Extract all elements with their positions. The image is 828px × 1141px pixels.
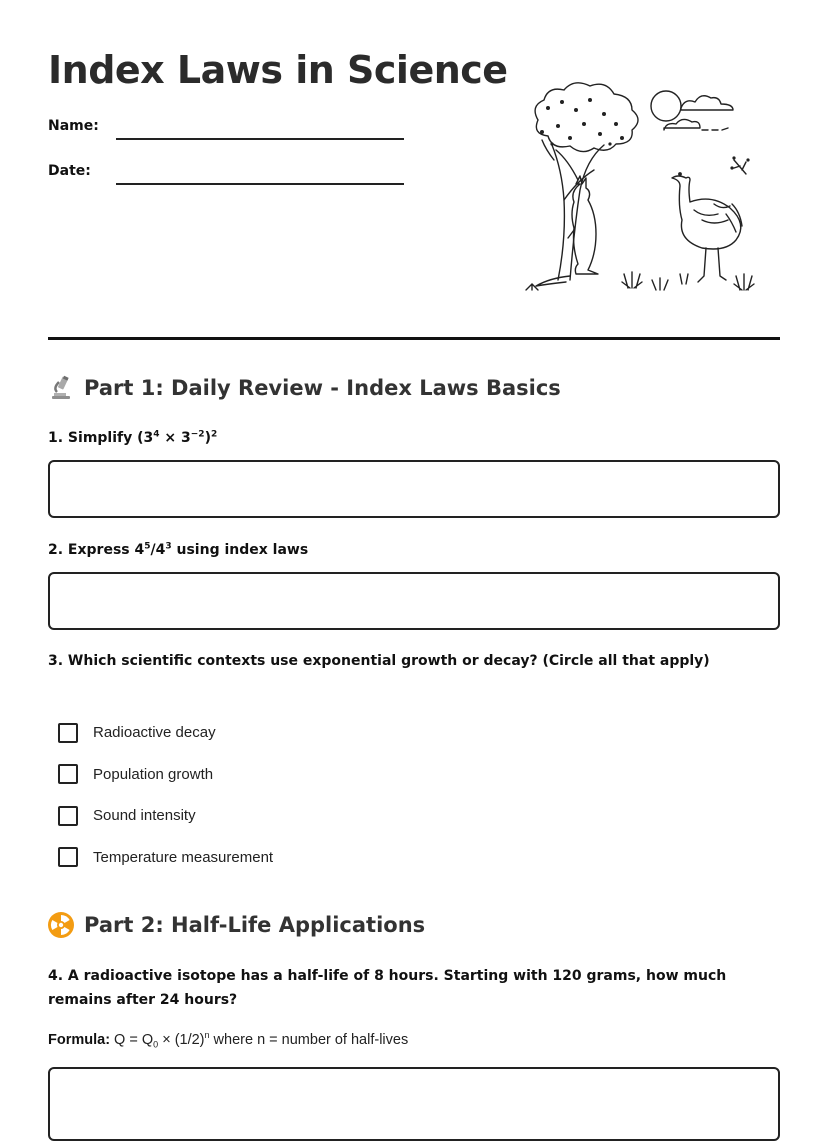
answer-box-4[interactable] bbox=[48, 1067, 780, 1141]
date-field[interactable] bbox=[116, 183, 404, 185]
date-label: Date: bbox=[48, 163, 91, 179]
question-1: 1. Simplify $(3^4 \times 3^{-2})^2$ bbox=[48, 429, 218, 446]
page-title: Index Laws in Science bbox=[48, 48, 508, 92]
part1-heading bbox=[48, 375, 561, 401]
answer-box-1[interactable] bbox=[48, 460, 780, 518]
checkbox[interactable] bbox=[58, 847, 78, 867]
part1-heading-text: Part 1: Daily Review - Index Laws Basics bbox=[84, 376, 561, 400]
answer-box-2[interactable] bbox=[48, 572, 780, 630]
australian-wildlife-illustration bbox=[518, 80, 768, 300]
option-temperature-measurement[interactable]: Temperature measurement bbox=[58, 837, 273, 879]
option-population-growth[interactable]: Population growth bbox=[58, 754, 273, 796]
name-field[interactable] bbox=[116, 138, 404, 140]
sun-icon bbox=[651, 91, 681, 121]
name-label: Name: bbox=[48, 118, 99, 134]
option-sound-intensity[interactable]: Sound intensity bbox=[58, 795, 273, 837]
question-4: 4. A radioactive isotope has a half-life of 8 hours. Starting with 120 grams, how much remains after 24 hours? bbox=[48, 968, 727, 1008]
microscope-icon bbox=[48, 375, 74, 401]
question-3: 3. Which scientific contexts use exponential growth or decay? (Circle all that apply) bbox=[48, 653, 710, 669]
question-3-options bbox=[58, 712, 273, 878]
header-divider bbox=[48, 337, 780, 340]
question-2: 2. Express $4^5/4^3$ using index laws bbox=[48, 541, 309, 558]
cloud-icon bbox=[681, 96, 733, 110]
option-radioactive-decay[interactable]: Radioactive decay bbox=[58, 712, 273, 754]
checkbox[interactable] bbox=[58, 764, 78, 784]
checkbox[interactable] bbox=[58, 723, 78, 743]
part2-heading bbox=[48, 912, 425, 938]
radioactive-icon bbox=[48, 912, 74, 938]
part2-heading-text: Part 2: Half-Life Applications bbox=[84, 913, 426, 937]
formula-line: Formula: $Q = Q_0 \times (1/2)^n$ where n = number of half-lives bbox=[48, 1030, 409, 1050]
checkbox[interactable] bbox=[58, 806, 78, 826]
